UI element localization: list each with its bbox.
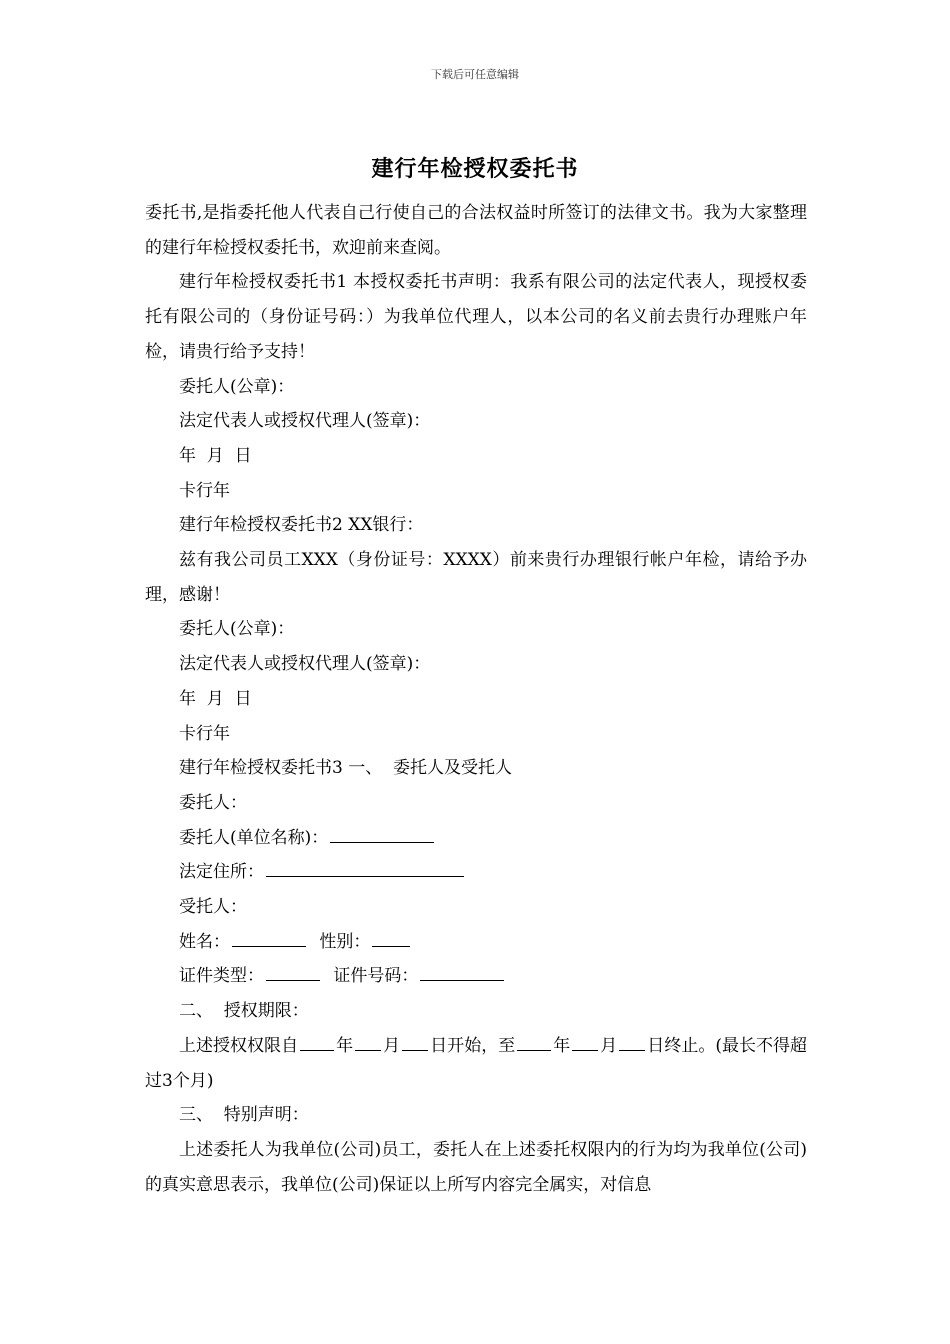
- sample1-date: 年 月 日: [179, 445, 252, 466]
- sample1-legal-rep: 法定代表人或授权代理人(签章)：: [179, 411, 431, 432]
- unit-name-blank: [330, 841, 434, 843]
- period-day2-blank: [619, 1049, 645, 1051]
- sample3-statement: 上述委托人为我单位(公司)员工，委托人在上述委托权限内的行为均为我单位(公司)的真实意思表示，我单位(公司)保证以上所写内容完全属实，对信息: [145, 1139, 807, 1195]
- sample3-section2: 二、 授权期限：: [179, 1001, 309, 1022]
- address-blank: [266, 875, 464, 877]
- period-year1-text: 年: [336, 1035, 354, 1056]
- sample3-heading: 建行年检授权委托书3 一、 委托人及受托人: [179, 758, 513, 779]
- sample1-paragraph: 建行年检授权委托书1 本授权委托书声明：我系有限公司的法定代表人，现授权委托有限公司的（身份证号码：）为我单位代理人，以本公司的名义前去贵行办理账户年检，请贵行给予支持！: [145, 272, 807, 362]
- sample3-name-row: [145, 925, 807, 960]
- sample3-id-row: [145, 959, 807, 994]
- sample3-period-paragraph: [145, 1029, 807, 1098]
- period-month2-blank: [572, 1049, 598, 1051]
- gender-label: 性别：: [319, 931, 371, 952]
- period-month2-text: 月: [600, 1035, 618, 1056]
- period-year2-text: 年: [553, 1035, 571, 1056]
- period-month1-blank: [355, 1049, 381, 1051]
- sample1-bank: 卡行年: [179, 480, 230, 501]
- period-month1-text: 月: [383, 1035, 401, 1056]
- gender-blank: [372, 945, 410, 947]
- intro-paragraph: 委托书,是指委托他人代表自己行使自己的合法权益时所签订的法律文书。我为大家整理的建行年检授权委托书，欢迎前来查阅。: [145, 203, 807, 258]
- document-body: [145, 196, 807, 1202]
- period-start-text: 上述授权权限自: [179, 1035, 299, 1056]
- period-day1-text: 日开始，至: [430, 1035, 516, 1056]
- sample2-bank: 卡行年: [179, 723, 230, 744]
- id-number-label: 证件号码：: [333, 966, 419, 987]
- sample2-principal: 委托人(公章)：: [179, 619, 295, 640]
- sample3-unit-name-row: [145, 821, 807, 856]
- sample3-address-row: [145, 855, 807, 890]
- header-note: 下载后可任意编辑: [431, 68, 519, 81]
- name-blank: [232, 945, 306, 947]
- sample1-principal: 委托人(公章)：: [179, 376, 295, 397]
- period-year1-blank: [300, 1049, 334, 1051]
- sample2-date: 年 月 日: [179, 688, 252, 709]
- id-number-blank: [420, 979, 504, 981]
- sample2-paragraph: 兹有我公司员工XXX（身份证号：XXXX）前来贵行办理银行帐户年检，请给予办理，感谢！: [145, 550, 807, 605]
- address-label: 法定住所：: [179, 862, 264, 883]
- name-label: 姓名：: [179, 931, 230, 952]
- sample2-heading: 建行年检授权委托书2 XX银行：: [179, 515, 424, 536]
- sample3-agent-label: 受托人：: [179, 897, 247, 918]
- id-type-label: 证件类型：: [179, 966, 264, 987]
- document-title: 建行年检授权委托书: [371, 156, 579, 182]
- period-day1-blank: [402, 1049, 428, 1051]
- sample3-principal-label: 委托人：: [179, 792, 247, 813]
- unit-name-label: 委托人(单位名称)：: [179, 827, 329, 848]
- id-type-blank: [266, 979, 320, 981]
- period-year2-blank: [517, 1049, 551, 1051]
- sample2-legal-rep: 法定代表人或授权代理人(签章)：: [179, 654, 431, 675]
- sample3-section3: 三、 特别声明：: [179, 1105, 309, 1126]
- period-day2-text: 日终止。(最长不得超过3个月): [145, 1035, 808, 1091]
